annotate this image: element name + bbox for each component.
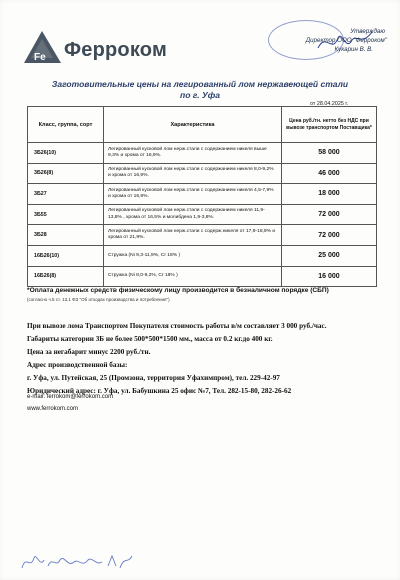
email-link[interactable]: e-mail: ferrokom@ferrokom.com xyxy=(27,394,114,400)
description-cell: Стружка (Ni 8,0-9,2%, Cr 18% ) xyxy=(104,266,282,287)
table-row xyxy=(28,266,377,287)
table-row xyxy=(28,163,377,184)
oversize-line: Цена за негабарит минус 2200 руб./тн. xyxy=(27,348,151,357)
table-row xyxy=(28,204,377,225)
title-line-2: по г. Уфа xyxy=(180,90,220,100)
grade-cell: 3Б28 xyxy=(28,225,104,246)
description-cell: Легированный кусковой лом нерж.стали с содержанием никеля 8,0-9,2% и хрома от 16,9%. xyxy=(104,163,282,184)
grade-cell: 16Б26(10) xyxy=(28,245,104,266)
description-cell: Стружка (Ni 9,3-11,9%, Cr 18% ) xyxy=(104,245,282,266)
approval-signatory: Кукарин В. В. xyxy=(334,45,373,53)
table-row xyxy=(28,245,377,266)
approval-line-2: Директор ООО "Ферроком" xyxy=(305,36,387,44)
description-cell: Легированный кусковой лом нерж.стали с содержанием никеля выше 9,3% и хрома от 16,9%. xyxy=(104,143,282,164)
table-row xyxy=(28,143,377,164)
table-header-row xyxy=(28,107,377,143)
price-cell: 18 000 xyxy=(282,184,377,205)
price-cell: 72 000 xyxy=(282,204,377,225)
transport-cost-line: При вывозе лома Транспортом Покупателя стоимость работы в/м составляет 3 000 руб./час. xyxy=(27,322,327,330)
column-header-description: Характеристика xyxy=(104,107,282,143)
description-cell: Легированный кусковой лом нерж.стали с содержанием никеля 4,5-7,9% и хрома от 16,9%. xyxy=(104,184,282,205)
payment-note: *Оплата денежных средств физическому лицу производится в безналичном порядке (СБП) xyxy=(27,287,329,294)
column-header-grade: Класс, группа, сорт xyxy=(28,107,104,143)
approval-block xyxy=(252,28,387,54)
company-logo xyxy=(24,30,194,66)
grade-cell: 16Б26(8) xyxy=(28,266,104,287)
grade-cell: 3Б27 xyxy=(28,184,104,205)
price-cell: 16 000 xyxy=(282,266,377,287)
base-address-line: г. Уфа, ул. Путейская, 25 (Промзона, территория Уфахимпром), тел. 229-42-97 xyxy=(27,374,280,383)
logo-text: Ферроком xyxy=(64,39,167,61)
description-cell: Легированный кусковой лом нерж.стали с содерж.никеля от 17,9-18,9% и хрома от 21,9%. xyxy=(104,225,282,246)
logo-mark: Fe xyxy=(34,52,46,63)
price-cell: 46 000 xyxy=(282,163,377,184)
document-title xyxy=(0,79,400,101)
base-address-heading: Адрес производственной базы: xyxy=(27,361,128,370)
title-line-1: Заготовительные цены на легированный лом нержавеющей стали xyxy=(51,79,349,89)
conditions-block xyxy=(27,320,387,399)
grade-cell: 3Б26(8) xyxy=(28,163,104,184)
description-cell: Легированный кусковой лом нерж.стали с содержанием никеля 11,9-13,8% , хрома от 16,5% и молибдена 1,9-3,8%. xyxy=(104,204,282,225)
price-cell: 25 000 xyxy=(282,245,377,266)
grade-cell: 3Б26(10) xyxy=(28,143,104,164)
ferrokom-logo-icon xyxy=(24,30,64,64)
handwritten-signature-icon xyxy=(20,550,140,574)
price-cell: 72 000 xyxy=(282,225,377,246)
column-header-price: Цена руб./тн. нетто без НДС при вывозе транспортом Поставщика* xyxy=(282,107,377,143)
legal-address-line: Юридический адрес: г. Уфа, ул. Бабушкина 25 офис №7, Тел. 282-15-80, 282-26-62 xyxy=(27,387,292,396)
contacts-block xyxy=(27,392,113,415)
dimensions-line: Габариты категории 3Б не более 500*500*1500 мм., масса от 0.2 кг.до 400 кг. xyxy=(27,335,273,344)
table-row xyxy=(28,184,377,205)
grade-cell: 3Б55 xyxy=(28,204,104,225)
table-row xyxy=(28,225,377,246)
payment-legal-reference: (согласно ч.5 ст. 13.1 ФЗ "Об отходах производства и потребления") xyxy=(27,297,170,302)
price-cell: 58 000 xyxy=(282,143,377,164)
document-date: от 28.04.2025 г. xyxy=(310,101,349,107)
approval-line-1: Утверждаю xyxy=(350,28,385,35)
website-link[interactable]: www.ferrokom.com xyxy=(27,405,79,412)
price-table xyxy=(27,106,377,287)
